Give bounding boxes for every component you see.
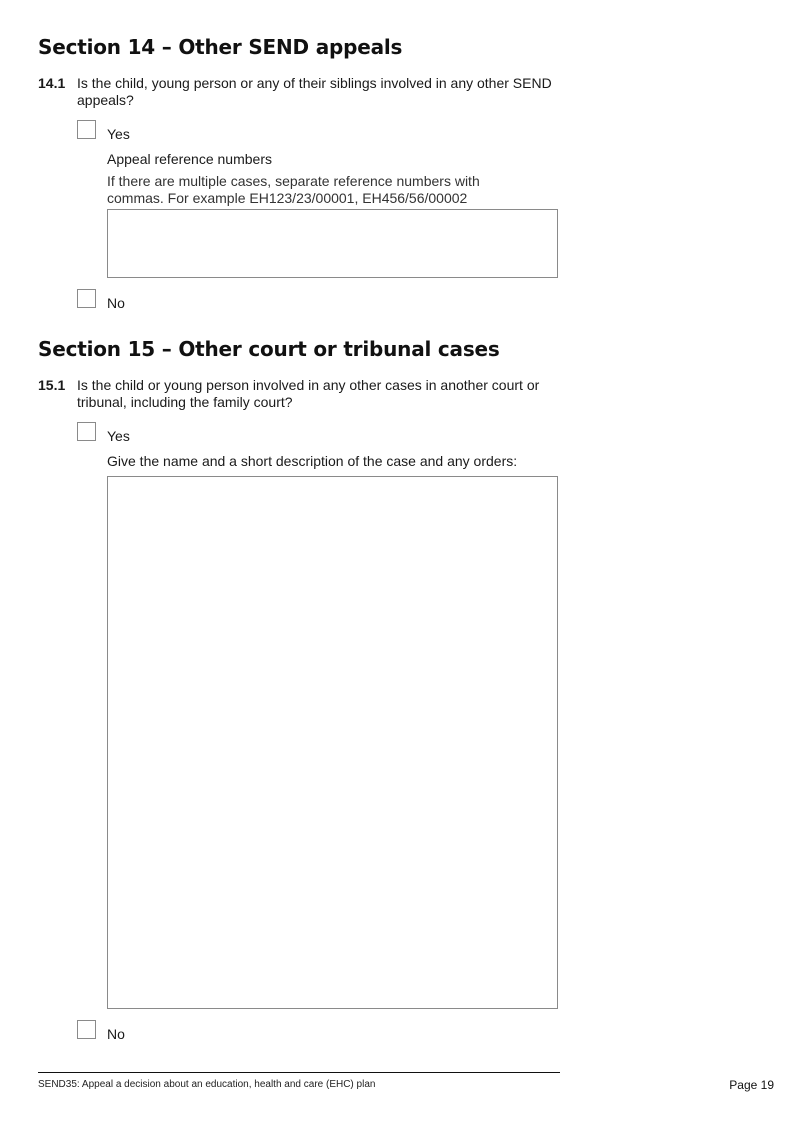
appeal-reference-hint: If there are multiple cases, separate reference numbers with commas. For example EH123/23/00001, EH456/56/00002 (107, 173, 480, 206)
no-checkbox-15[interactable] (77, 1020, 96, 1039)
yes-checkbox-14[interactable] (77, 120, 96, 139)
question-14-1-number: 14.1 (38, 75, 66, 91)
no-label-15: No (107, 1026, 125, 1042)
case-description-label: Give the name and a short description of the case and any orders: (107, 453, 518, 469)
appeal-reference-label: Appeal reference numbers (107, 151, 272, 167)
case-description-input[interactable] (107, 476, 558, 1009)
no-checkbox-14[interactable] (77, 289, 96, 308)
page-number: Page 19 (729, 1078, 774, 1092)
yes-label-14: Yes (107, 126, 130, 142)
yes-label-15: Yes (107, 428, 130, 444)
question-15-1-text: Is the child or young person involved in any other cases in another court or tribunal, including the family court? (77, 377, 540, 410)
question-15-1-number: 15.1 (38, 377, 66, 393)
footer-divider (38, 1072, 560, 1073)
section-14-title: Section 14 – Other SEND appeals (38, 35, 403, 59)
footer-form-title: SEND35: Appeal a decision about an education, health and care (EHC) plan (38, 1079, 376, 1090)
section-15-title: Section 15 – Other court or tribunal cases (38, 337, 500, 361)
appeal-reference-input[interactable] (107, 209, 558, 278)
no-label-14: No (107, 295, 125, 311)
yes-checkbox-15[interactable] (77, 422, 96, 441)
question-14-1-text: Is the child, young person or any of their siblings involved in any other SEND appeals? (77, 75, 552, 108)
